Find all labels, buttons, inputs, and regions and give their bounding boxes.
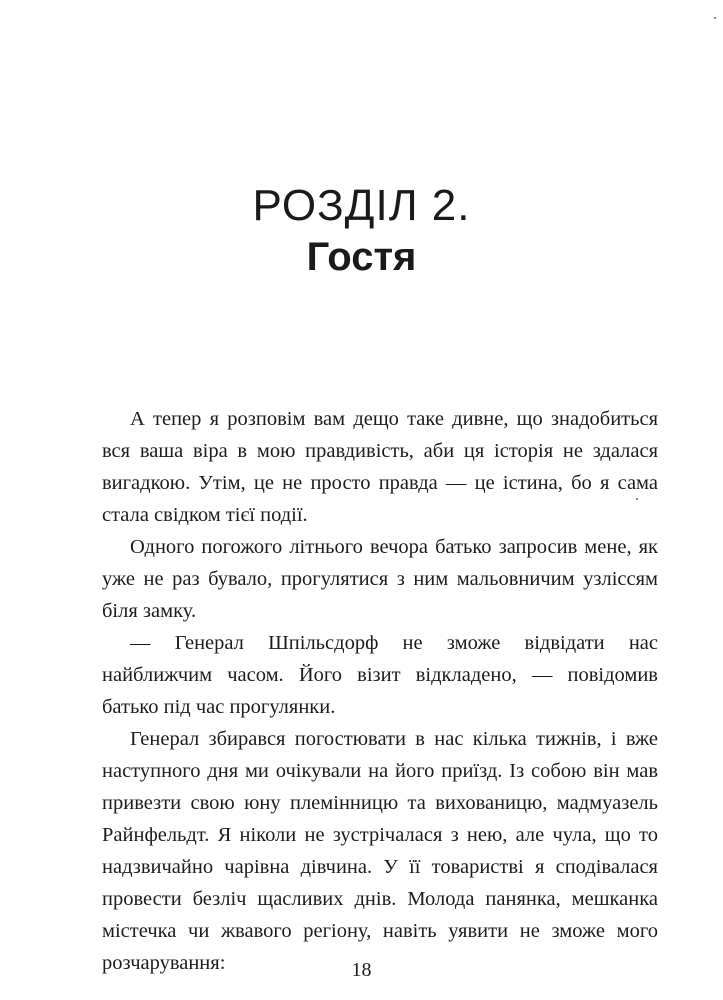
chapter-title: Гостя — [306, 235, 417, 279]
paragraph: Одного погожого літнього вечора батько запросив мене, як уже не раз бувало, прогулятися з ним мальовничим узліссям біля замку. — [102, 536, 658, 622]
scan-speck — [714, 17, 716, 19]
chapter-body — [102, 403, 658, 979]
paragraph: — Генерал Шпільсдорф не зможе відвідати нас найближчим часом. Його візит відкладено, — повідомив батько під час прогулянки. — [102, 632, 658, 718]
paragraph: Генерал збирався погостювати в нас кілька тижнів, і вже наступного дня ми очікували на його приїзд. Із собою він мав привезти свою юну племінницю та вихованицю, мадмуазель Райнфельдт. Я ніколи не зустрічалася з нею, але чула, що то надзвичайно чарівна дівчина. У її товаристві я сподівалася провести безліч щасливих днів. Молода панянка, мешканка містечка чи жвавого регіону, навіть уявити не зможе мого розчарування: — [102, 728, 658, 974]
page-number: 18 — [351, 959, 372, 981]
paragraph: А тепер я розповім вам дещо таке дивне, що знадобиться вся ваша віра в мою правдивість, аби ця історія не здалася вигадкою. Утім, це не просто правда — це істина, бо я сама стала свідком тієї події. — [102, 408, 658, 526]
chapter-number: РОЗДІЛ 2. — [252, 181, 471, 230]
